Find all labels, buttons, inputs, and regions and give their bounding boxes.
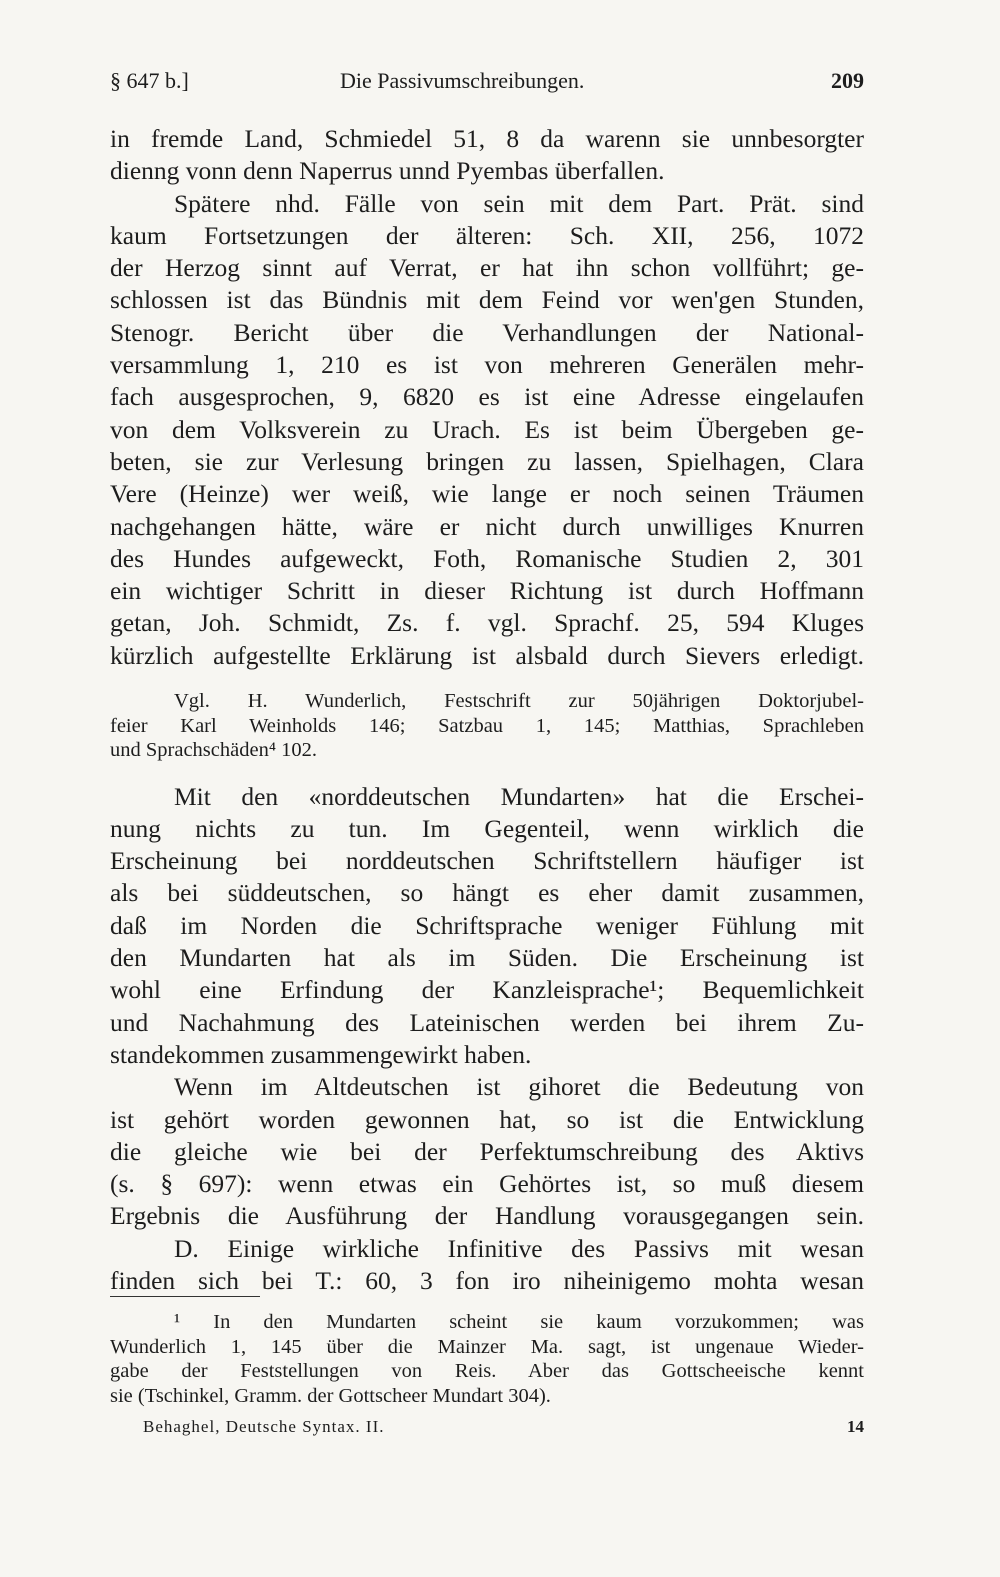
bibliographic-note <box>110 689 864 763</box>
text-line: und Nachahmung des Lateinischen werden bei ihrem Zu- <box>110 1007 864 1037</box>
text-line: Wenn im Altdeutschen ist gihoret die Bedeutung von <box>174 1072 864 1102</box>
text-line: kaum Fortsetzungen der älteren: Sch. XII, 256, 1072 <box>110 220 864 250</box>
text-line: von dem Volksverein zu Urach. Es ist beim Übergeben ge- <box>110 414 864 444</box>
text-line: getan, Joh. Schmidt, Zs. f. vgl. Sprachf. 25, 594 Kluges <box>110 608 864 638</box>
text-line: beten, sie zur Verlesung bringen zu lassen, Spielhagen, Clara <box>110 446 864 476</box>
text-line: Mit den «norddeutschen Mundarten» hat die Erschei- <box>174 781 864 811</box>
signature-title: Behaghel, Deutsche Syntax. II. <box>143 1417 385 1436</box>
footnote-line: ¹ In den Mundarten scheint sie kaum vorzukommen; was <box>174 1311 864 1333</box>
text-line: der Herzog sinnt auf Verrat, er hat ihn schon vollführt; ge- <box>110 253 864 283</box>
text-line: kürzlich aufgestellte Erklärung ist alsbald durch Sievers erledigt. <box>110 640 864 670</box>
paragraph-2 <box>110 781 864 1072</box>
paragraph-3 <box>110 1071 864 1232</box>
text-line: nung nichts zu tun. Im Gegenteil, wenn wirklich die <box>110 813 864 843</box>
text-line: dienng vonn denn Naperrus unnd Pyembas überfallen. <box>110 156 665 186</box>
text-line: D. Einige wirkliche Infinitive des Passivs mit wesan <box>174 1233 864 1263</box>
text-line: (s. § 697): wenn etwas ein Gehörtes ist, so muß diesem <box>110 1169 864 1199</box>
text-line: wohl eine Erfindung der Kanzleisprache¹; Bequemlichkeit <box>110 975 864 1005</box>
running-header <box>110 68 864 104</box>
paragraph-4 <box>110 1233 864 1298</box>
text-line: daß im Norden die Schriftsprache weniger Fühlung mit <box>110 910 864 940</box>
text-line: finden sich bei T.: 60, 3 fon iro niheinigemo mohta wesan <box>110 1266 864 1295</box>
text-line: des Hundes aufgeweckt, Foth, Romanische Studien 2, 301 <box>110 543 864 573</box>
text-line: die gleiche wie bei der Perfektumschreibung des Aktivs <box>110 1136 864 1166</box>
text-line: fach ausgesprochen, 9, 6820 es ist eine Adresse eingelaufen <box>110 382 864 412</box>
text-line: schlossen ist das Bündnis mit dem Feind vor wen'gen Stunden, <box>110 285 864 315</box>
paragraph-1 <box>110 123 864 672</box>
text-line: in fremde Land, Schmiedel 51, 8 da warenn sie unnbesorgter <box>110 124 864 153</box>
text-line: Erscheinung bei norddeutschen Schriftstellern häufiger ist <box>110 846 864 876</box>
footnote-line: gabe der Feststellungen von Reis. Aber das Gottscheeische kennt <box>110 1360 864 1382</box>
note-line: feier Karl Weinholds 146; Satzbau 1, 145; Matthias, Sprachleben <box>110 714 864 737</box>
section-reference: § 647 b.] <box>110 68 189 93</box>
note-line: Vgl. H. Wunderlich, Festschrift zur 50jährigen Doktorjubel- <box>174 690 864 713</box>
text-line: Stenogr. Bericht über die Verhandlungen der National- <box>110 317 864 347</box>
footnote-rule <box>110 1296 260 1297</box>
note-line: und Sprachschäden⁴ 102. <box>110 739 317 762</box>
text-line: Vere (Heinze) wer weiß, wie lange er noch seinen Träumen <box>110 479 864 509</box>
text-line: standekommen zusammengewirkt haben. <box>110 1039 532 1069</box>
running-title: Die Passivumschreibungen. <box>340 68 585 93</box>
text-line: als bei süddeutschen, so hängt es eher damit zusammen, <box>110 878 864 908</box>
text-line: Ergebnis die Ausführung der Handlung vorausgegangen sein. <box>110 1201 864 1231</box>
text-line: ein wichtiger Schritt in dieser Richtung ist durch Hoffmann <box>110 576 864 606</box>
text-line: den Mundarten hat als im Süden. Die Erscheinung ist <box>110 943 864 973</box>
footnote <box>110 1310 864 1408</box>
text-line: ist gehört worden gewonnen hat, so ist die Entwicklung <box>110 1104 864 1134</box>
signature-number: 14 <box>847 1417 864 1436</box>
footnote-line: sie (Tschinkel, Gramm. der Gottscheer Mundart 304). <box>110 1384 551 1407</box>
text-line: versammlung 1, 210 es ist von mehreren Generälen mehr- <box>110 350 864 380</box>
text-line: nachgehangen hätte, wäre er nicht durch unwilliges Knurren <box>110 511 864 541</box>
main-text <box>110 123 864 1297</box>
text-line: Spätere nhd. Fälle von sein mit dem Part. Prät. sind <box>174 188 864 218</box>
printer-signature <box>143 1417 864 1437</box>
footnote-line: Wunderlich 1, 145 über die Mainzer Ma. sagt, ist ungenaue Wieder- <box>110 1335 864 1358</box>
page-number: 209 <box>831 68 864 93</box>
